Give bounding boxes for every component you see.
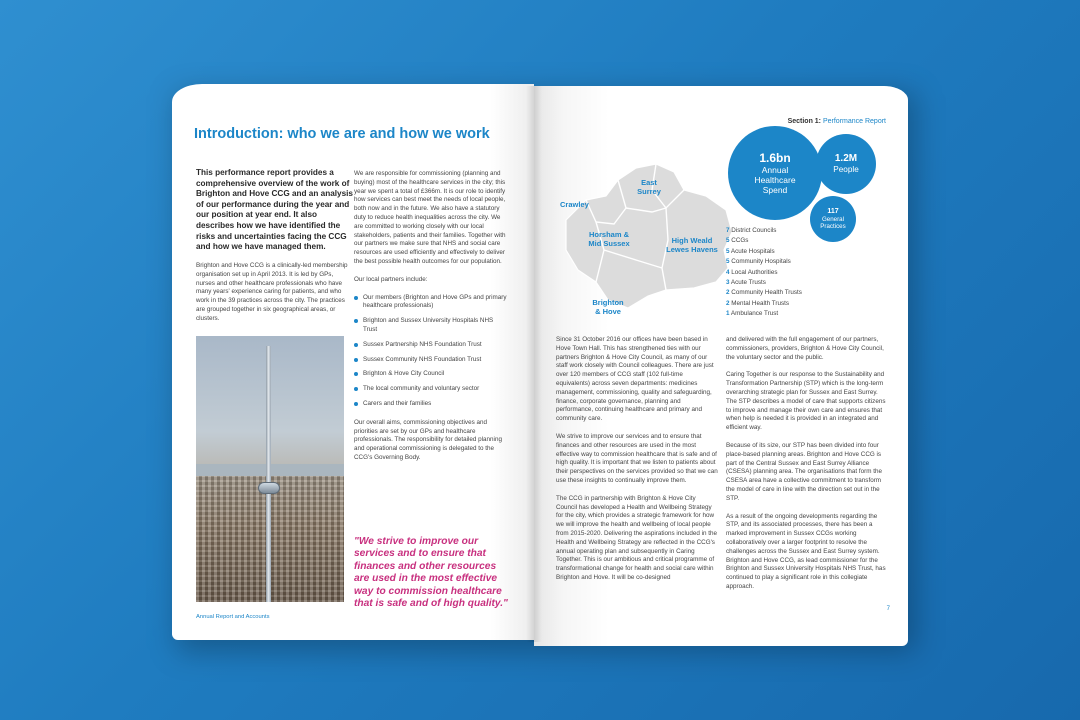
map-label-crawley: Crawley bbox=[560, 200, 589, 209]
page-number: 7 bbox=[886, 606, 890, 612]
bullet-icon bbox=[354, 372, 358, 376]
bullet-icon bbox=[354, 343, 358, 347]
body-paragraph: The CCG in partnership with Brighton & Hove City Council has developed a Health and Wellbeing Strategy for the city, which provides a strategic framework for how we will improve the health and wellbeing of local people from 2015-2020. Delivering the aspirations included in the Health and Wellbeing Strategy are reflected in the CCG's annual operating plan and subsequently in Caring Together. This is our ambitious and critical programme of transformational change for health and social care within Brighton and Hove. It will be co-designed bbox=[556, 494, 718, 581]
pull-quote: "We strive to improve our services and to ensure that finances and other resources are used in the most effective way to commission healthcare that is safe and of high quality." bbox=[354, 536, 508, 610]
list-item: Brighton and Sussex University Hospitals NHS Trust bbox=[354, 317, 508, 335]
list-item: 7 District Councils bbox=[726, 227, 777, 234]
spend-bubble bbox=[728, 126, 822, 220]
book-gutter bbox=[526, 86, 542, 642]
list-item: 5 CCGs bbox=[726, 237, 749, 245]
bullet-icon bbox=[354, 358, 358, 362]
list-item: 5 Community Hospitals bbox=[726, 258, 791, 266]
bullet-icon bbox=[354, 319, 358, 323]
spend-value: 1.6bn bbox=[759, 151, 791, 165]
bullet-icon bbox=[354, 296, 358, 300]
list-item: The local community and voluntary sector bbox=[354, 385, 508, 394]
partners-list bbox=[354, 294, 508, 409]
practices-label: General Practices bbox=[820, 215, 846, 230]
stats-list bbox=[726, 226, 802, 320]
list-item: Brighton & Hove City Council bbox=[354, 370, 508, 379]
i360-tower-photo bbox=[196, 336, 344, 602]
list-item: 1 Ambulance Trust bbox=[726, 310, 779, 318]
map-label-brighton: Brighton & Hove bbox=[592, 298, 624, 316]
list-item: 2 Mental Health Trusts bbox=[726, 299, 790, 307]
people-bubble bbox=[816, 134, 876, 194]
list-item: Carers and their families bbox=[354, 400, 508, 409]
map-label-high-weald: High Weald Lewes Havens bbox=[666, 236, 718, 254]
footer-report-title: Annual Report and Accounts bbox=[196, 614, 270, 620]
people-label: People bbox=[833, 165, 859, 174]
map-shape bbox=[556, 150, 736, 320]
tower-pod bbox=[258, 482, 280, 494]
region-map bbox=[556, 150, 736, 320]
body-paragraph: As a result of the ongoing developments regarding the STP, and its associated processes, there has been a marked improvement in Sussex CCGs working collaboratively over a larger footprint to resolve the challenges across the Sussex and East Surrey system. Brighton and Hove CCG, as lead commissioner for the Brighton and Sussex University Hospitals NHS Trust, has continued to play a significant role in this collegiate approach. bbox=[726, 512, 886, 590]
body-paragraph: We strive to improve our services and to ensure that finances and other resources are used in the most effective way to commission healthcare that is safe and of high quality. It is important that we listen to patients about their perspectives on the services provided so that we can use these insights to continually improve them. bbox=[556, 432, 718, 484]
body-paragraph: Because of its size, our STP has been divided into four place-based planning areas. Brighton and Hove CCG is part of the Central Sussex and East Surrey Alliance (CSESA) planning area. The organisations that form the CSESA area have a collective commitment to transform the model of care in line with the direction set out in the STP. bbox=[726, 441, 882, 502]
left-page bbox=[172, 84, 534, 640]
right-column-one bbox=[556, 336, 718, 592]
page-title: Introduction: who we are and how we work bbox=[194, 126, 490, 142]
list-item: 2 Community Health Trusts bbox=[726, 289, 802, 297]
list-item: 5 Acute Hospitals bbox=[726, 247, 775, 255]
intro-summary: This performance report provides a comprehensive overview of the work of Brighton and Hove CCG and an analysis of our performance during the year and our position at year end. It also describes how we have identified the risks and uncertainties facing the CCG and how we have managed them. bbox=[196, 168, 353, 252]
list-item: 3 Acute Trusts bbox=[726, 279, 766, 287]
bullet-icon bbox=[354, 402, 358, 406]
section-label: Section 1: Performance Report bbox=[787, 118, 886, 125]
right-column-two bbox=[726, 336, 888, 601]
practices-value: 117 bbox=[827, 207, 839, 215]
spend-label: Annual Healthcare Spend bbox=[754, 165, 796, 195]
bullet-icon bbox=[354, 387, 358, 391]
right-page bbox=[534, 86, 908, 646]
practices-bubble bbox=[810, 196, 856, 242]
map-label-east-surrey: East Surrey bbox=[637, 178, 661, 196]
list-item: 4 Local Authorities bbox=[726, 268, 778, 276]
intro-paragraph: Brighton and Hove CCG is a clinically-led membership organisation set up in April 2013. It is led by GPs, nurses and other healthcare professionals who have many years' experience caring for patients, and who work in the 39 practices across the city. The practices are grouped together in six geographical areas, or clusters. bbox=[196, 262, 348, 322]
body-paragraph: and delivered with the full engagement of our partners, commissioners, providers, Brighton & Hove City Council, the voluntary sector and the public. bbox=[726, 336, 884, 361]
people-value: 1.2M bbox=[834, 153, 858, 164]
aims-paragraph: Our overall aims, commissioning objectives and priorities are set by our GPs and healthcare professionals. The responsibility for detailed planning and operational commissioning is delegated to the CCG's Governing Body. bbox=[354, 418, 502, 461]
left-column-two bbox=[354, 170, 508, 472]
list-item: Sussex Partnership NHS Foundation Trust bbox=[354, 341, 508, 350]
body-paragraph: Since 31 October 2016 our offices have been based in Hove Town Hall. This has strengthened ties with our partners Brighton & Hove City Council, as many of our staff work closely with Council colleagues. There are just over 120 members of CCG staff (102 full-time equivalents) across seven departments: medicines management, commissioning, quality and safeguarding, finance, corporate governance, planning and performance, continuing healthcare and primary and community care. bbox=[556, 336, 714, 423]
tower-shaft bbox=[266, 346, 271, 602]
list-item: Our members (Brighton and Hove GPs and primary healthcare professionals) bbox=[354, 294, 508, 312]
body-paragraph: Caring Together is our response to the Sustainability and Transformation Partnership (STP) which is the long-term overarching strategic plan for Sussex and East Surrey. The STP describes a model of care that supports citizens to improve and manage their own care and ensures that when help is needed it is provided in an integrated and efficient way. bbox=[726, 371, 886, 432]
map-label-horsham: Horsham & Mid Sussex bbox=[588, 230, 630, 248]
commissioning-paragraph: We are responsible for commissioning (planning and buying) most of the healthcare services in the city; this year we spent a total of £366m. It is our role to identify how services can best meet the needs of local people, both now and in the future. We also have a statutory duty to reduce health inequalities across the city. We are committed to working closely with our local stakeholders, patients and their families. Together with our partners we make sure that NHS and social care resources are used efficiently and effectively to deliver the best possible health outcomes for our population. bbox=[354, 170, 506, 265]
list-item: Sussex Community NHS Foundation Trust bbox=[354, 356, 508, 365]
partners-label: Our local partners include: bbox=[354, 275, 428, 283]
